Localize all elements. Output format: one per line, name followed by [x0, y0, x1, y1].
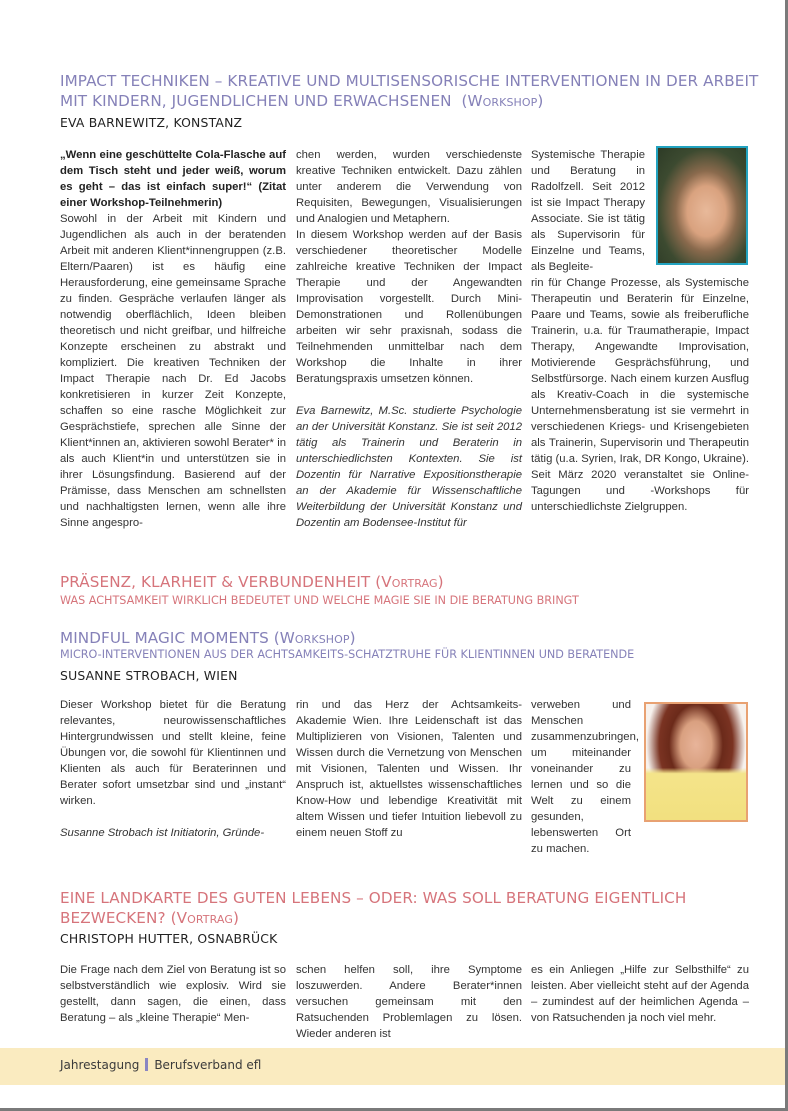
section4-author: CHRISTOPH HUTTER, OSNABRÜCK	[60, 931, 278, 946]
section4-body-1: Die Frage nach dem Ziel von Beratung ist so selbstverständlich wie explosiv. Wird sie gestellt, dann sagen, die einen, dass Beratung – als „kleine Therapie“ Men-	[60, 964, 286, 1024]
section2-subtitle: WAS ACHTSAMKEIT WIRKLICH BEDEUTET UND WELCHE MAGIE SIE IN DIE BERATUNG BRINGT	[60, 594, 579, 607]
portrait-image-icon	[646, 704, 746, 820]
section3-title-text: MINDFUL MAGIC MOMENTS	[60, 629, 269, 647]
section3-title	[60, 628, 356, 648]
section4-column-3	[531, 962, 749, 1026]
section3-author: SUSANNE STROBACH, WIEN	[60, 668, 238, 683]
section3-column-3	[531, 697, 640, 857]
section1-bio-3: rin für Change Prozesse, als Systemische Therapeutin und Beraterin für Einzelne, Paare und Teams, sowie als freiberufliche Trainerin, u.a. für Traumatherapie, Impact Therapy, Angewandte Improvisation, Motivierende Gesprächsführung, und Selbstfürsorge. Nach einem kurzen Ausflug als Kreativ-Coach in die systemische Unternehmensberatung ist sie vermehrt in verschiedenen Kriegs- und Krisengebieten als Trainerin, Supervisorin und Therapeutin tätig (u.a. Syrien, Irak, DR Kongo, Ukraine). Seit März 2020 veranstaltet sie Online-Tagungen und -Workshops für unterschiedlichste Zielgruppen.	[531, 277, 749, 513]
section1-body-3: In diesem Workshop werden auf der Basis verschiedener theoretischer Modelle zahlreiche kreative Techniken der Impact Therapie und der Angewandten Improvisation vorgestellt. Durch Mini-Demonstrationen und Rollenübungen arbeiten wir sehr praxisnah, sodass die Teilnehmenden unmittelbar nach dem Workshop die Inhalte in ihrer Beratungspraxis umsetzen können.	[296, 229, 522, 385]
section3-column-1	[60, 697, 286, 841]
section1-column-2	[296, 147, 522, 531]
section2-title	[60, 572, 444, 592]
section4-type-tag: (Vortrag)	[170, 909, 239, 927]
footer-event-name: Jahrestagung	[60, 1058, 140, 1072]
section4-body-3: es ein Anliegen „Hilfe zur Selbsthilfe“ zu leisten. Aber vielleicht steht auf der Agenda – zumindest auf der heimlichen Agenda – von Ratsuchenden ja noch viel mehr.	[531, 964, 749, 1024]
footer-organization: Berufsverband efl	[154, 1058, 262, 1072]
section1-body-1: Sowohl in der Arbeit mit Kindern und Jugendlichen als auch in der beratenden Arbeit mit anderen Klient*innengruppen (z.B. Eltern/Paaren) ist es häufig eine Herausforderung, eine gemeinsame Sprache zu finden. Gespräche verlaufen länger als notwendig oberflächlich, Ideen bleiben theoretisch und nicht greifbar, und hilfreiche Konzepte erscheinen zu abstrakt und kompliziert. Die kreativen Techniken der Impact Therapie nach Dr. Ed Jacobs konkretisieren in kurzer Zeit Konzepte, schaffen so eine rasche Möglichkeit zur Gesprächstiefe, sprechen alle Sinne der Klient*innen an, aktivieren sowohl Berater* in als auch Klient*in und unterstützen sie in ihrer Lösungsfindung. Basierend auf der Prämisse, dass Menschen am schnellsten und nachhaltigsten lernen, wenn alle ihre Sinne angespro-	[60, 213, 286, 529]
section1-title-line1	[60, 71, 758, 91]
section4-column-2	[296, 962, 522, 1042]
section4-title-text: EINE LANDKARTE DES GUTEN LEBENS – ODER: WAS SOLL BERATUNG EIGENTLICH	[60, 889, 687, 907]
section1-bio-2: Systemische Therapie und Beratung in Radolfzell. Seit 2012 ist sie Impact Therapy Associate. Sie ist tätig als Supervisorin für Einzelne und Teams, als Begleite-	[531, 149, 645, 273]
footer	[60, 1058, 261, 1072]
section4-title-text-2: BEZWECKEN?	[60, 909, 166, 927]
section1-title-line2	[60, 91, 543, 111]
section1-author: EVA BARNEWITZ, KONSTANZ	[60, 115, 243, 130]
portrait-photo-eva-barnewitz	[656, 146, 748, 265]
section3-bio-1: Susanne Strobach ist Initiatorin, Gründe-	[60, 827, 265, 839]
section1-column-1	[60, 147, 286, 531]
section2-title-text: PRÄSENZ, KLARHEIT & VERBUNDENHEIT	[60, 573, 371, 591]
section3-body-1: Dieser Workshop bietet für die Beratung relevantes, neurowissenschaftliches Hintergrundwissen und stellt kleine, feine Übungen vor, die sowohl für Klientinnen und Klienten als auch für Beraterinnen und Berater sofort umsetzbar sind und „instant“ wirken.	[60, 699, 286, 807]
section1-title-text: IMPACT TECHNIKEN – KREATIVE UND MULTISENSORISCHE INTERVENTIONEN IN DER ARBEIT	[60, 72, 759, 90]
section3-column-2	[296, 697, 522, 841]
section1-type-tag: (Workshop)	[461, 92, 544, 110]
portrait-photo-susanne-strobach	[644, 702, 748, 822]
section1-quote: „Wenn eine geschüttelte Cola-Flasche auf dem Tisch steht und jeder weiß, worum es geht – das ist einfach super!“ (Zitat einer Workshop-Teilnehmerin)	[60, 149, 286, 209]
section4-column-1	[60, 962, 286, 1026]
section3-bio-2: rin und das Herz der Achtsamkeits-Akademie Wien. Ihre Leidenschaft ist das Multiplizieren von Visionen, Talenten und Wissen durch die Vernetzung von Menschen mit Visionen, Talenten und Wissen. Ihr Anspruch ist, aktuellstes wissenschaftliches Know-How und lebendige Kreativität mit altem Wissen und tiefer Intuition liebevoll zu einem neuen Stoff zu	[296, 699, 522, 839]
section1-bio-1: Eva Barnewitz, M.Sc. studierte Psychologie an der Universität Konstanz. Sie ist seit 2012 tätig als Trainerin und Beraterin in unterschiedlichsten Kontexten. Sie ist Dozentin für Narrative Expositionstherapie an der Akademie für Wissenschaftliche Weiterbildung der Universität Konstanz und Dozentin am Bodensee-Institut für	[296, 405, 522, 529]
section3-type-tag: (Workshop)	[273, 629, 356, 647]
section1-column-3-wide	[531, 275, 749, 515]
section3-bio-3: verweben und Menschen zusammenzubringen, um miteinander voneinander zu lernen und so die Welt zu einem gesunden, lebenswerten Ort zu machen.	[531, 699, 640, 855]
section4-title-line1	[60, 888, 686, 908]
section4-title-line2	[60, 908, 239, 928]
section4-body-2: schen helfen soll, ihre Symptome loszuwerden. Andere Berater*innen versuchen gemeinsam mit den Ratsuchenden Problemlagen zu lösen. Wieder anderen ist	[296, 964, 522, 1040]
section2-type-tag: (Vortrag)	[375, 573, 444, 591]
portrait-image-icon	[658, 148, 746, 263]
section1-body-2: chen werden, wurden verschiedenste kreative Techniken entwickelt. Dazu zählen unter anderem die Verwendung von Requisiten, Bewegungen, Visualisierungen und Analogien und Metaphern.	[296, 149, 522, 225]
footer-separator	[145, 1058, 148, 1071]
section1-title-text-2: MIT KINDERN, JUGENDLICHEN UND ERWACHSENEN	[60, 92, 452, 110]
section1-column-3-narrow	[531, 147, 645, 275]
section3-subtitle: MICRO-INTERVENTIONEN AUS DER ACHTSAMKEITS-SCHATZTRUHE FÜR KLIENTINNEN UND BERATENDE	[60, 648, 635, 661]
